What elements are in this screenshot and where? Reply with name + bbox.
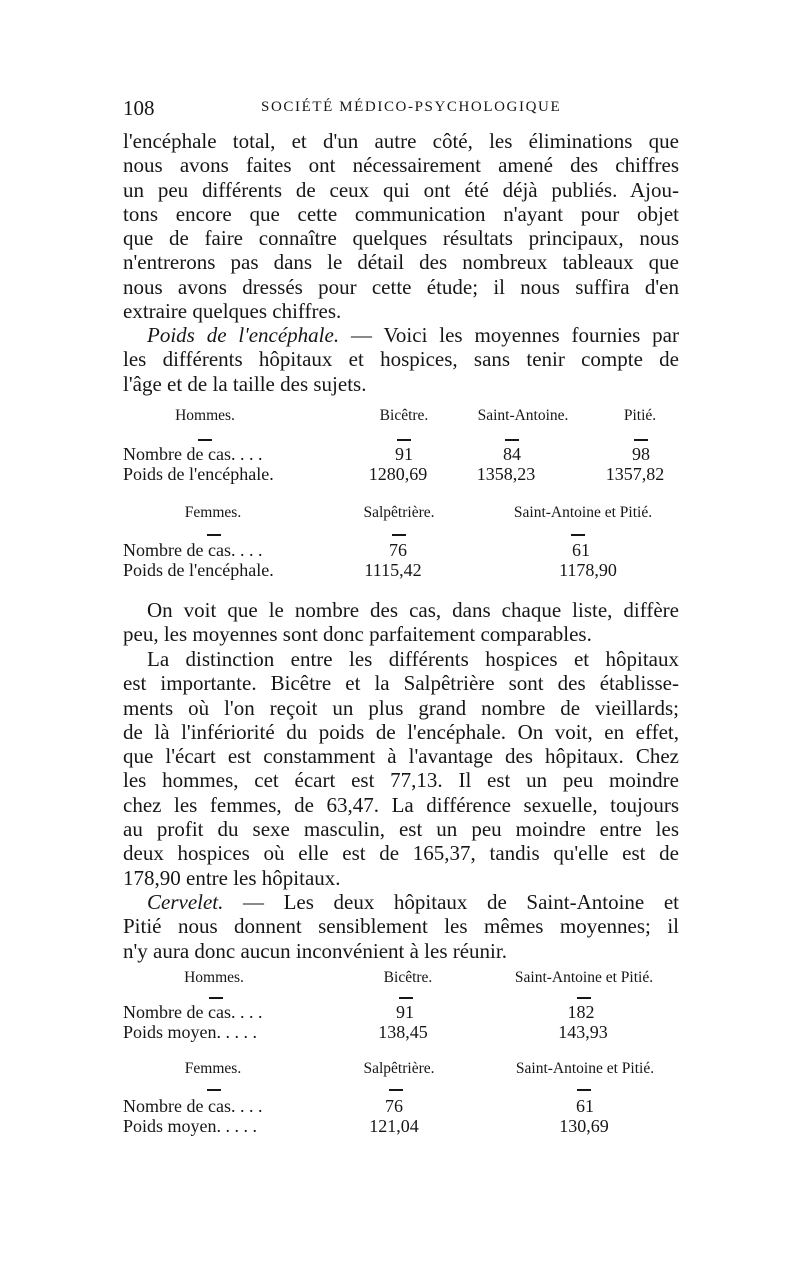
table-cell: 130,69 bbox=[559, 1116, 609, 1136]
table-col-header: Salpêtrière. bbox=[363, 1060, 435, 1077]
text-line: de là l'infériorité du poids de l'encéphale. On voit, en effet, bbox=[123, 719, 679, 744]
running-head bbox=[123, 96, 678, 126]
table-cell: 182 bbox=[567, 1002, 595, 1022]
text-line: au profit du sexe masculin, est un peu moindre entre les bbox=[123, 817, 679, 842]
section-heading: Poids de l'encéphale. bbox=[147, 323, 340, 347]
table-rule bbox=[571, 534, 585, 536]
text-line: les hommes, cet écart est 77,13. Il est un peu moindre bbox=[123, 768, 679, 793]
table-rule bbox=[207, 1089, 221, 1091]
paragraph-cervelet bbox=[123, 890, 679, 963]
paragraph-distinction bbox=[123, 647, 679, 890]
table-cell: 61 bbox=[572, 540, 590, 560]
table-row-label: Poids de l'encéphale. bbox=[123, 560, 274, 580]
table-rule bbox=[399, 997, 413, 999]
table-rule bbox=[389, 1089, 403, 1091]
paragraph-poids-encephale bbox=[123, 323, 679, 396]
text-line: que l'écart est constamment à l'avantage des hôpitaux. Chez bbox=[123, 744, 679, 769]
table-cell: 91 bbox=[395, 444, 413, 464]
table-row-label: Nombre de cas. . . . bbox=[123, 540, 263, 560]
table-col-header: Saint-Antoine. bbox=[477, 407, 569, 424]
table-col-header: Saint-Antoine et Pitié. bbox=[513, 504, 653, 521]
running-title: SOCIÉTÉ MÉDICO-PSYCHOLOGIQUE bbox=[261, 99, 562, 115]
paragraph-intro bbox=[123, 129, 679, 323]
table-rule bbox=[577, 997, 591, 999]
table-col-label: Hommes. bbox=[175, 407, 235, 424]
table-col-header: Bicêtre. bbox=[383, 969, 433, 986]
table-col-header: Saint-Antoine et Pitié. bbox=[515, 1060, 655, 1077]
table-row-label: Nombre de cas. . . . bbox=[123, 1002, 263, 1022]
text-line: l'âge et de la taille des sujets. bbox=[123, 371, 367, 396]
text-line: 178,90 entre les hôpitaux. bbox=[123, 865, 341, 890]
table-rule bbox=[198, 439, 212, 441]
table-cell: 1357,82 bbox=[605, 464, 665, 484]
text-line: La distinction entre les différents hospices et hôpitaux bbox=[147, 647, 679, 671]
table-row-label: Poids moyen. . . . . bbox=[123, 1022, 258, 1042]
table-cell: 1358,23 bbox=[476, 464, 536, 484]
table-rule bbox=[634, 439, 648, 441]
table-cell: 76 bbox=[389, 540, 407, 560]
text-line: l'encéphale total, et d'un autre côté, les éliminations que bbox=[123, 129, 679, 153]
table-row-label: Poids moyen. . . . . bbox=[123, 1116, 258, 1136]
text-line: On voit que le nombre des cas, dans chaque liste, diffère bbox=[147, 598, 679, 622]
table-cell: 98 bbox=[632, 444, 650, 464]
table-rule bbox=[207, 534, 221, 536]
text-line: nous avons faites ont nécessairement amené des chiffres bbox=[123, 153, 679, 178]
table-row-label: Nombre de cas. . . . bbox=[123, 444, 263, 464]
section-heading: Cervelet. bbox=[147, 890, 224, 914]
table-col-header: Bicêtre. bbox=[379, 407, 429, 424]
text-line bbox=[123, 890, 679, 914]
text-line: un peu différents de ceux qui ont été déjà publiés. Ajou- bbox=[123, 177, 679, 202]
table-rule bbox=[505, 439, 519, 441]
text-fragment: — Les deux hôpitaux de Saint-Antoine et bbox=[223, 890, 679, 914]
table-cell: 61 bbox=[576, 1096, 594, 1116]
table-cell: 1115,42 bbox=[364, 560, 422, 580]
text-line: Pitié nous donnent sensiblement les mêmes moyennes; il bbox=[123, 914, 679, 939]
text-line bbox=[123, 323, 679, 347]
table-col-header: Salpêtrière. bbox=[363, 504, 435, 521]
text-fragment: — Voici les moyennes fournies par bbox=[339, 323, 679, 347]
text-line: deux hospices où elle est de 165,37, tandis qu'elle est de bbox=[123, 841, 679, 866]
table-rule bbox=[209, 997, 223, 999]
text-line: extraire quelques chiffres. bbox=[123, 299, 342, 324]
text-line: que de faire connaître quelques résultats principaux, nous bbox=[123, 226, 679, 251]
text-line: ments où l'on reçoit un plus grand nombre de vieillards; bbox=[123, 695, 679, 720]
table-rule bbox=[577, 1089, 591, 1091]
table-rule bbox=[392, 534, 406, 536]
table-cell: 1178,90 bbox=[559, 560, 617, 580]
text-line: chez les femmes, de 63,47. La différence sexuelle, toujours bbox=[123, 792, 679, 817]
table-cell: 143,93 bbox=[558, 1022, 608, 1042]
text-line: les différents hôpitaux et hospices, sans tenir compte de bbox=[123, 347, 679, 372]
table-col-label: Femmes. bbox=[184, 1060, 242, 1077]
table-col-label: Hommes. bbox=[184, 969, 244, 986]
table-row-label: Nombre de cas. . . . bbox=[123, 1096, 263, 1116]
text-line: est importante. Bicêtre et la Salpêtrière sont des établisse- bbox=[123, 671, 679, 696]
table-col-header: Pitié. bbox=[623, 407, 657, 424]
table-cell: 121,04 bbox=[369, 1116, 419, 1136]
text-line: n'entrerons pas dans le détail des nombreux tableaux que bbox=[123, 250, 679, 275]
table-cell: 84 bbox=[503, 444, 521, 464]
table-cell: 1280,69 bbox=[368, 464, 428, 484]
page-number: 108 bbox=[123, 96, 155, 120]
table-cell: 138,45 bbox=[378, 1022, 428, 1042]
table-rule bbox=[397, 439, 411, 441]
table-cell: 91 bbox=[396, 1002, 414, 1022]
text-line: peu, les moyennes sont donc parfaitement comparables. bbox=[123, 622, 592, 647]
table-col-header: Saint-Antoine et Pitié. bbox=[514, 969, 654, 986]
paragraph-comparables bbox=[123, 598, 679, 647]
text-line: n'y aura donc aucun inconvénient à les réunir. bbox=[123, 938, 507, 963]
table-col-label: Femmes. bbox=[184, 504, 242, 521]
table-cell: 76 bbox=[385, 1096, 403, 1116]
table-row-label: Poids de l'encéphale. bbox=[123, 464, 274, 484]
text-line: nous avons dressés pour cette étude; il nous suffira d'en bbox=[123, 274, 679, 299]
text-line: tons encore que cette communication n'ayant pour objet bbox=[123, 201, 679, 226]
